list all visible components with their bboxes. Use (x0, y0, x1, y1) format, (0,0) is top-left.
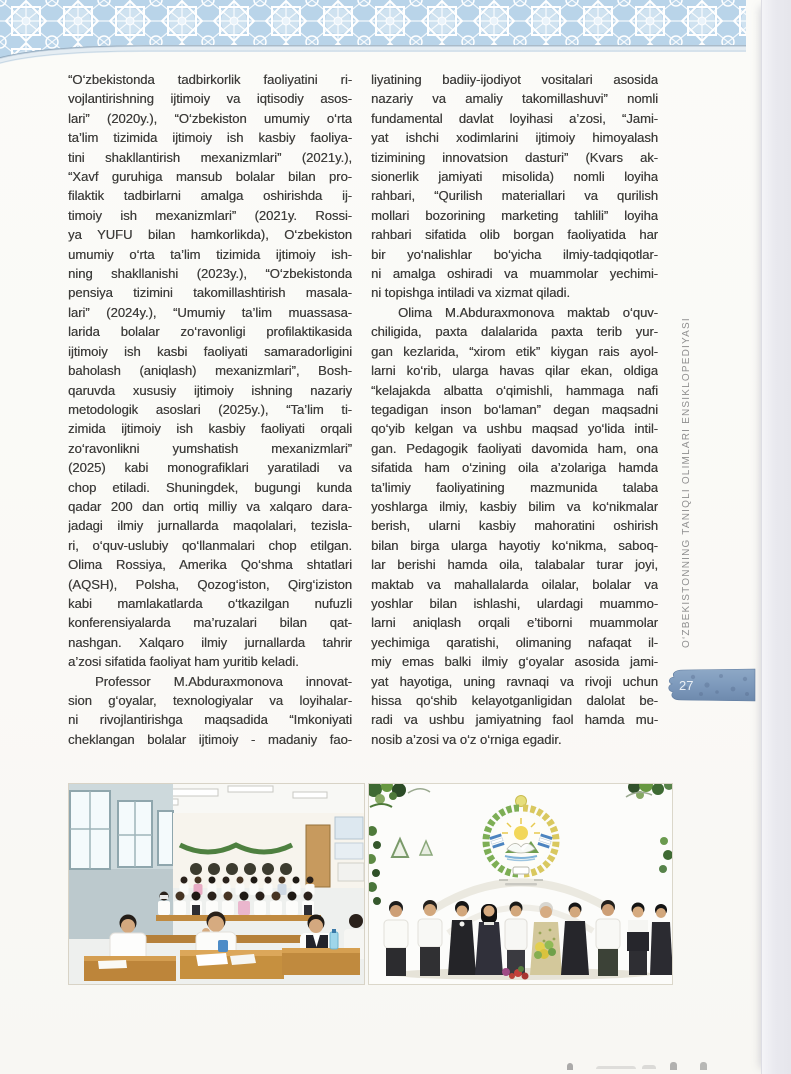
text-column-left (68, 70, 352, 749)
text-line: nazariy va amaliy takomillashuvi” nomli (371, 91, 658, 107)
photo-group (368, 783, 673, 985)
text-line: nosib a’zosi va o‘z o‘rniga egadir. (371, 731, 562, 747)
page-number: 27 (679, 678, 694, 693)
text-line: pensiya tizimini takomillashtirish masala- (68, 285, 352, 301)
text-line: vojlantirishning ijtimoiy va iqtisodiy asos- (68, 91, 352, 107)
text-line: yoshlarga ilmiy, kasbiy bilim va ko‘nikmalar (371, 498, 658, 514)
water-bottle (330, 932, 338, 949)
text-line: Olima M.Abduraxmonova maktab o‘quv- (398, 304, 658, 320)
text-line: ni topishga intiladi va xizmat qiladi. (371, 285, 570, 301)
text-line: qadar 200 dan ortiq milliy va xalqaro dara- (68, 498, 352, 514)
text-line: sifatida ham o‘zining oila a’zolariga hamda (371, 460, 658, 476)
text-line: “Xavf guruhiga mansub bolalar bilan pro- (68, 169, 352, 185)
text-line: yechimiga qaratishi, olimaning nafaqat il- (371, 634, 658, 650)
text-line: konferensiyalarda ma’ruzalari bilan qat- (68, 615, 352, 631)
text-line: “O‘zbekistonda tadbirkorlik faoliyatini ri- (68, 72, 352, 87)
text-line: fundamental davlat loyihasi a’zosi, “Jami- (371, 110, 658, 126)
paragraph (371, 70, 658, 303)
text-line: rahbari sifatida olib borgan faoliyatida har (371, 227, 658, 243)
text-line: (2025) kabi monografiklari yaratiladi va (68, 460, 352, 476)
text-line: larni aniqlash orqali e’tiborni muammolar (371, 615, 658, 631)
text-line: ning shakllanishi (2023y.), “O‘zbekistonda (68, 266, 352, 282)
text-line: baholash (aniqlash) mexanizmlari”, Bosh- (68, 363, 352, 379)
text-line: zo‘ravonlikni yumshatish mexanizmlari” (68, 440, 352, 456)
text-line: lar berishi hamda oila, talabalar turar joyi, (371, 557, 658, 573)
text-line: hissa qo‘shib kelayotganligidan dalolat be- (371, 693, 658, 708)
text-line: qo‘yib kelgan va ushbu maqsad yo‘lida intil- (371, 421, 658, 437)
text-line: maktab va mahallalarda oilalar, bolalar va (371, 576, 658, 592)
text-line: ya YUFU bilan hamkorlikda), O‘zbekiston (68, 227, 352, 243)
text-line: rahbari, “Qurilish materiallari va qurilish (371, 188, 658, 204)
text-line: bir yo‘nalishlar bo‘yicha ilmiy-tadqiqotlar- (371, 246, 658, 262)
text-line: miy emas balki ilmiy g‘oyalar asosida jami- (371, 654, 658, 670)
text-line: chiligida, paxta dalalarida paxta terib yur- (371, 324, 658, 340)
text-line: nashgan. Xalqaro ilmiy jurnallarda tahrir (68, 634, 352, 650)
sidebar-vertical-title: O‘ZBEKISTONNING TANIQLI OLIMLARI ENSIKLOPEDIYASI (681, 317, 692, 648)
text-line: filaktik tadbirlarni amalga oshirishda ij- (68, 188, 352, 204)
text-line: jadagi ilmiy jurnallarda maqolalari, tezisla- (68, 518, 352, 534)
text-line: yoshlar bilan ishlashi, ulardagi muammo- (371, 595, 658, 611)
text-line: bilan birga ularga hayotiy ko‘nikma, saboq- (371, 537, 658, 553)
band-bottom-wash (0, 46, 746, 64)
text-line: umumiy o‘rta ta’lim tizimida ijtimoiy ish- (68, 246, 352, 262)
wall-boards (335, 817, 364, 881)
text-line: timoiy ish mexanizmlari” (2021y. Rossi- (68, 207, 352, 223)
text-line: qaruvda xususiy ijtimoiy ishning nazariy (68, 382, 352, 398)
text-line: ni amalga oshiradi va muammolar yechimi- (371, 266, 658, 282)
text-line: ijtimoiy ish kasbi faoliyati samaradorligini (68, 343, 352, 359)
band-bottom-line-light (0, 51, 746, 63)
window (158, 811, 173, 865)
text-line: radi va ushbu jamiyatning faol hamda mu- (371, 712, 658, 728)
text-line: metodologik asoslari (2025y.), “Ta’lim ti- (68, 401, 352, 417)
ornamental-header-band (0, 0, 748, 66)
text-line: kabi mamlakatlarda o‘tkazilgan nufuzli (68, 595, 352, 611)
text-line: mollari bozorining marketing tahlili” loyiha (371, 207, 658, 223)
text-line: larida bolalar zo‘ravonligi profilaktikasida (68, 324, 352, 340)
paragraph (68, 672, 352, 750)
page-number-tab (659, 665, 757, 707)
text-line: ni rivojlantirishga maqsadida “Imkoniyati (68, 712, 352, 728)
text-line: liyatining badiiy-ijodiyot vositalari asosida (371, 72, 658, 87)
text-line: ta’limiy faoliyatining mazmunida talaba (371, 479, 658, 495)
photo-classroom (68, 783, 365, 985)
text-line: yat hayotiga, uning ravnaqi va rivoji uchun (371, 673, 658, 689)
paragraph (68, 70, 352, 672)
text-line: gan. Pedagogik faoliyati davomida ham, ona (371, 440, 658, 456)
text-line: zimida ijtimoiy ish kasbiy faoliyati orqali (68, 421, 352, 437)
desk-row (156, 915, 321, 921)
text-line: ri, o‘quv-uslubiy qo‘llanmalari chop etilgan. (68, 537, 352, 553)
text-line: tegadigan inson bo‘laman” degan maqsadni (371, 401, 658, 417)
paragraph (371, 303, 658, 749)
text-column-right (371, 70, 658, 749)
text-line: lari” (2020y.), “O‘zbekiston umumiy o‘rta (68, 110, 352, 126)
text-line: gan kezlarida, “xirom etik” kiygan rais ayol- (371, 343, 658, 359)
text-line: larni ko‘rib, ularga havas qilar ekan, oldiga (371, 363, 658, 379)
text-line: sion g‘oyalar, texnologiyalar va loyihalar- (68, 693, 352, 708)
text-line: Professor M.Abduraxmonova innovat- (95, 673, 352, 689)
text-line: cheklangan bolalar ijtimoiy - madaniy fao- (68, 731, 352, 747)
text-line: a’zosi sifatida faoliyat ham yuritib keladi. (68, 654, 299, 670)
text-line: sionerlik jamiyati misolida) nomli loyiha (371, 169, 658, 185)
text-line: “kelajakda albatta o‘qimishli, hammaga nafi (371, 382, 658, 398)
text-line: berish, ularni kasbiy mahoratini oshirish (371, 518, 658, 534)
text-line: yat ishchi xodimlarini ijtimoiy himoyalash (371, 130, 658, 146)
text-line: Olima Rossiya, Amerika Qo‘shma shtatlari (68, 557, 352, 573)
text-line: (AQSH), Polsha, Qozog‘iston, Qirg‘iziston (68, 576, 352, 592)
page-edge-strip (761, 0, 791, 1074)
blue-cup (218, 940, 228, 952)
text-line: tizimining innovatsion dasturi” (Kvars ak- (371, 149, 658, 165)
text-line: tini shakllantirish mexanizmlari” (2021y.), (68, 149, 352, 165)
text-line: lari” (2024y.), “Umumiy ta’lim muassasa- (68, 304, 352, 320)
text-line: chop etiladi. Shuningdek, bugungi kunda (68, 479, 352, 495)
text-line: ta’lim tizimida ijtimoiy ish kasbiy faoliya- (68, 130, 352, 146)
